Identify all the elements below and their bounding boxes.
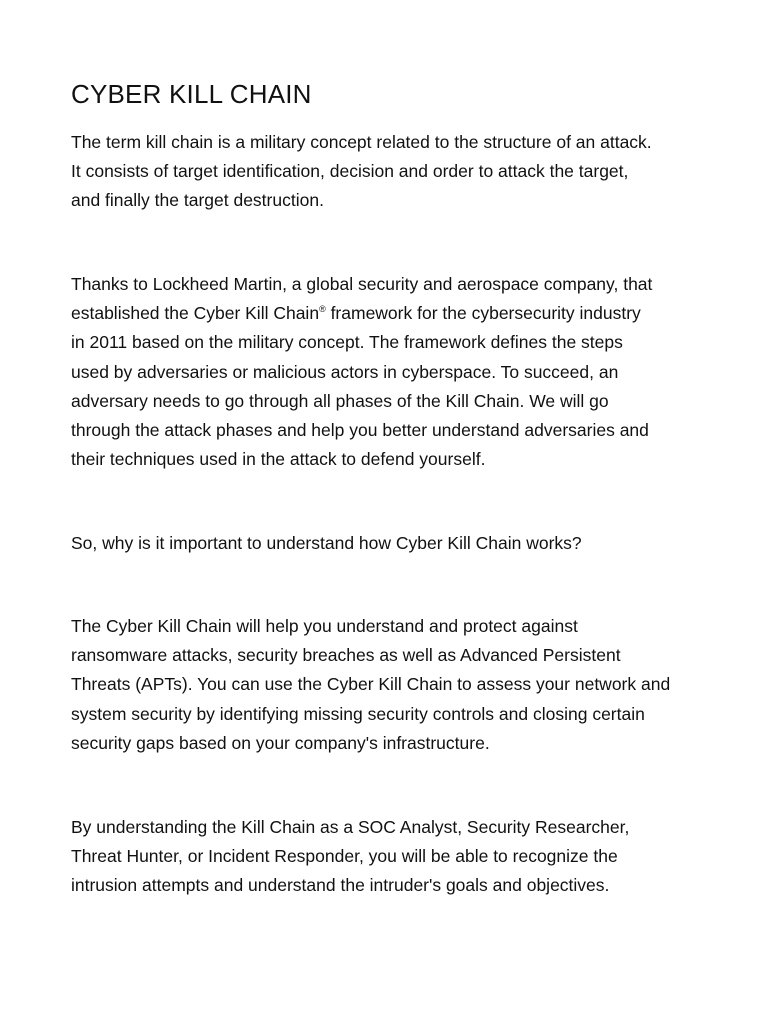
paragraph-line: The term kill chain is a military concept related to the structure of an attack.	[71, 132, 652, 152]
paragraph-line: security gaps based on your company's infrastructure.	[71, 732, 490, 753]
paragraph-line-text: framework for the cybersecurity industry	[325, 303, 641, 324]
paragraph-question	[71, 529, 701, 558]
paragraph-line: intrusion attempts and understand the intruder's goals and objectives.	[71, 875, 610, 896]
document-body	[71, 76, 701, 896]
paragraph-line: ransomware attacks, security breaches as well as Advanced Persistent	[71, 645, 621, 666]
paragraph-line: adversary needs to go through all phases of the Kill Chain. We will go	[71, 390, 609, 411]
paragraph-line	[71, 299, 701, 328]
paragraph-line: The Cyber Kill Chain will help you understand and protect against	[71, 616, 578, 636]
paragraph-benefits	[71, 612, 701, 758]
paragraph-roles	[71, 813, 701, 901]
paragraph-line: system security by identifying missing security controls and closing certain	[71, 703, 645, 724]
paragraph-line: It consists of target identification, decision and order to attack the target,	[71, 161, 629, 182]
document-title: CYBER KILL CHAIN	[71, 79, 312, 109]
paragraph-line: Thanks to Lockheed Martin, a global security and aerospace company, that	[71, 274, 653, 294]
paragraph-line: Threats (APTs). You can use the Cyber Kill Chain to assess your network and	[71, 674, 671, 695]
paragraph-lockheed-martin	[71, 270, 701, 474]
paragraph-line: By understanding the Kill Chain as a SOC Analyst, Security Researcher,	[71, 817, 630, 837]
paragraph-line: used by adversaries or malicious actors in cyberspace. To succeed, an	[71, 361, 619, 382]
paragraph-line: and finally the target destruction.	[71, 190, 324, 211]
paragraph-line: in 2011 based on the military concept. The framework defines the steps	[71, 332, 623, 353]
paragraph-line: So, why is it important to understand how Cyber Kill Chain works?	[71, 533, 582, 553]
paragraph-line-text: established the Cyber Kill Chain	[71, 303, 320, 324]
paragraph-line: their techniques used in the attack to defend yourself.	[71, 449, 486, 470]
paragraph-line: Threat Hunter, or Incident Responder, you will be able to recognize the	[71, 846, 618, 867]
registered-trademark-mark: ®	[319, 304, 326, 315]
paragraph-line: through the attack phases and help you better understand adversaries and	[71, 420, 649, 441]
paragraph-kill-chain-definition	[71, 128, 701, 216]
